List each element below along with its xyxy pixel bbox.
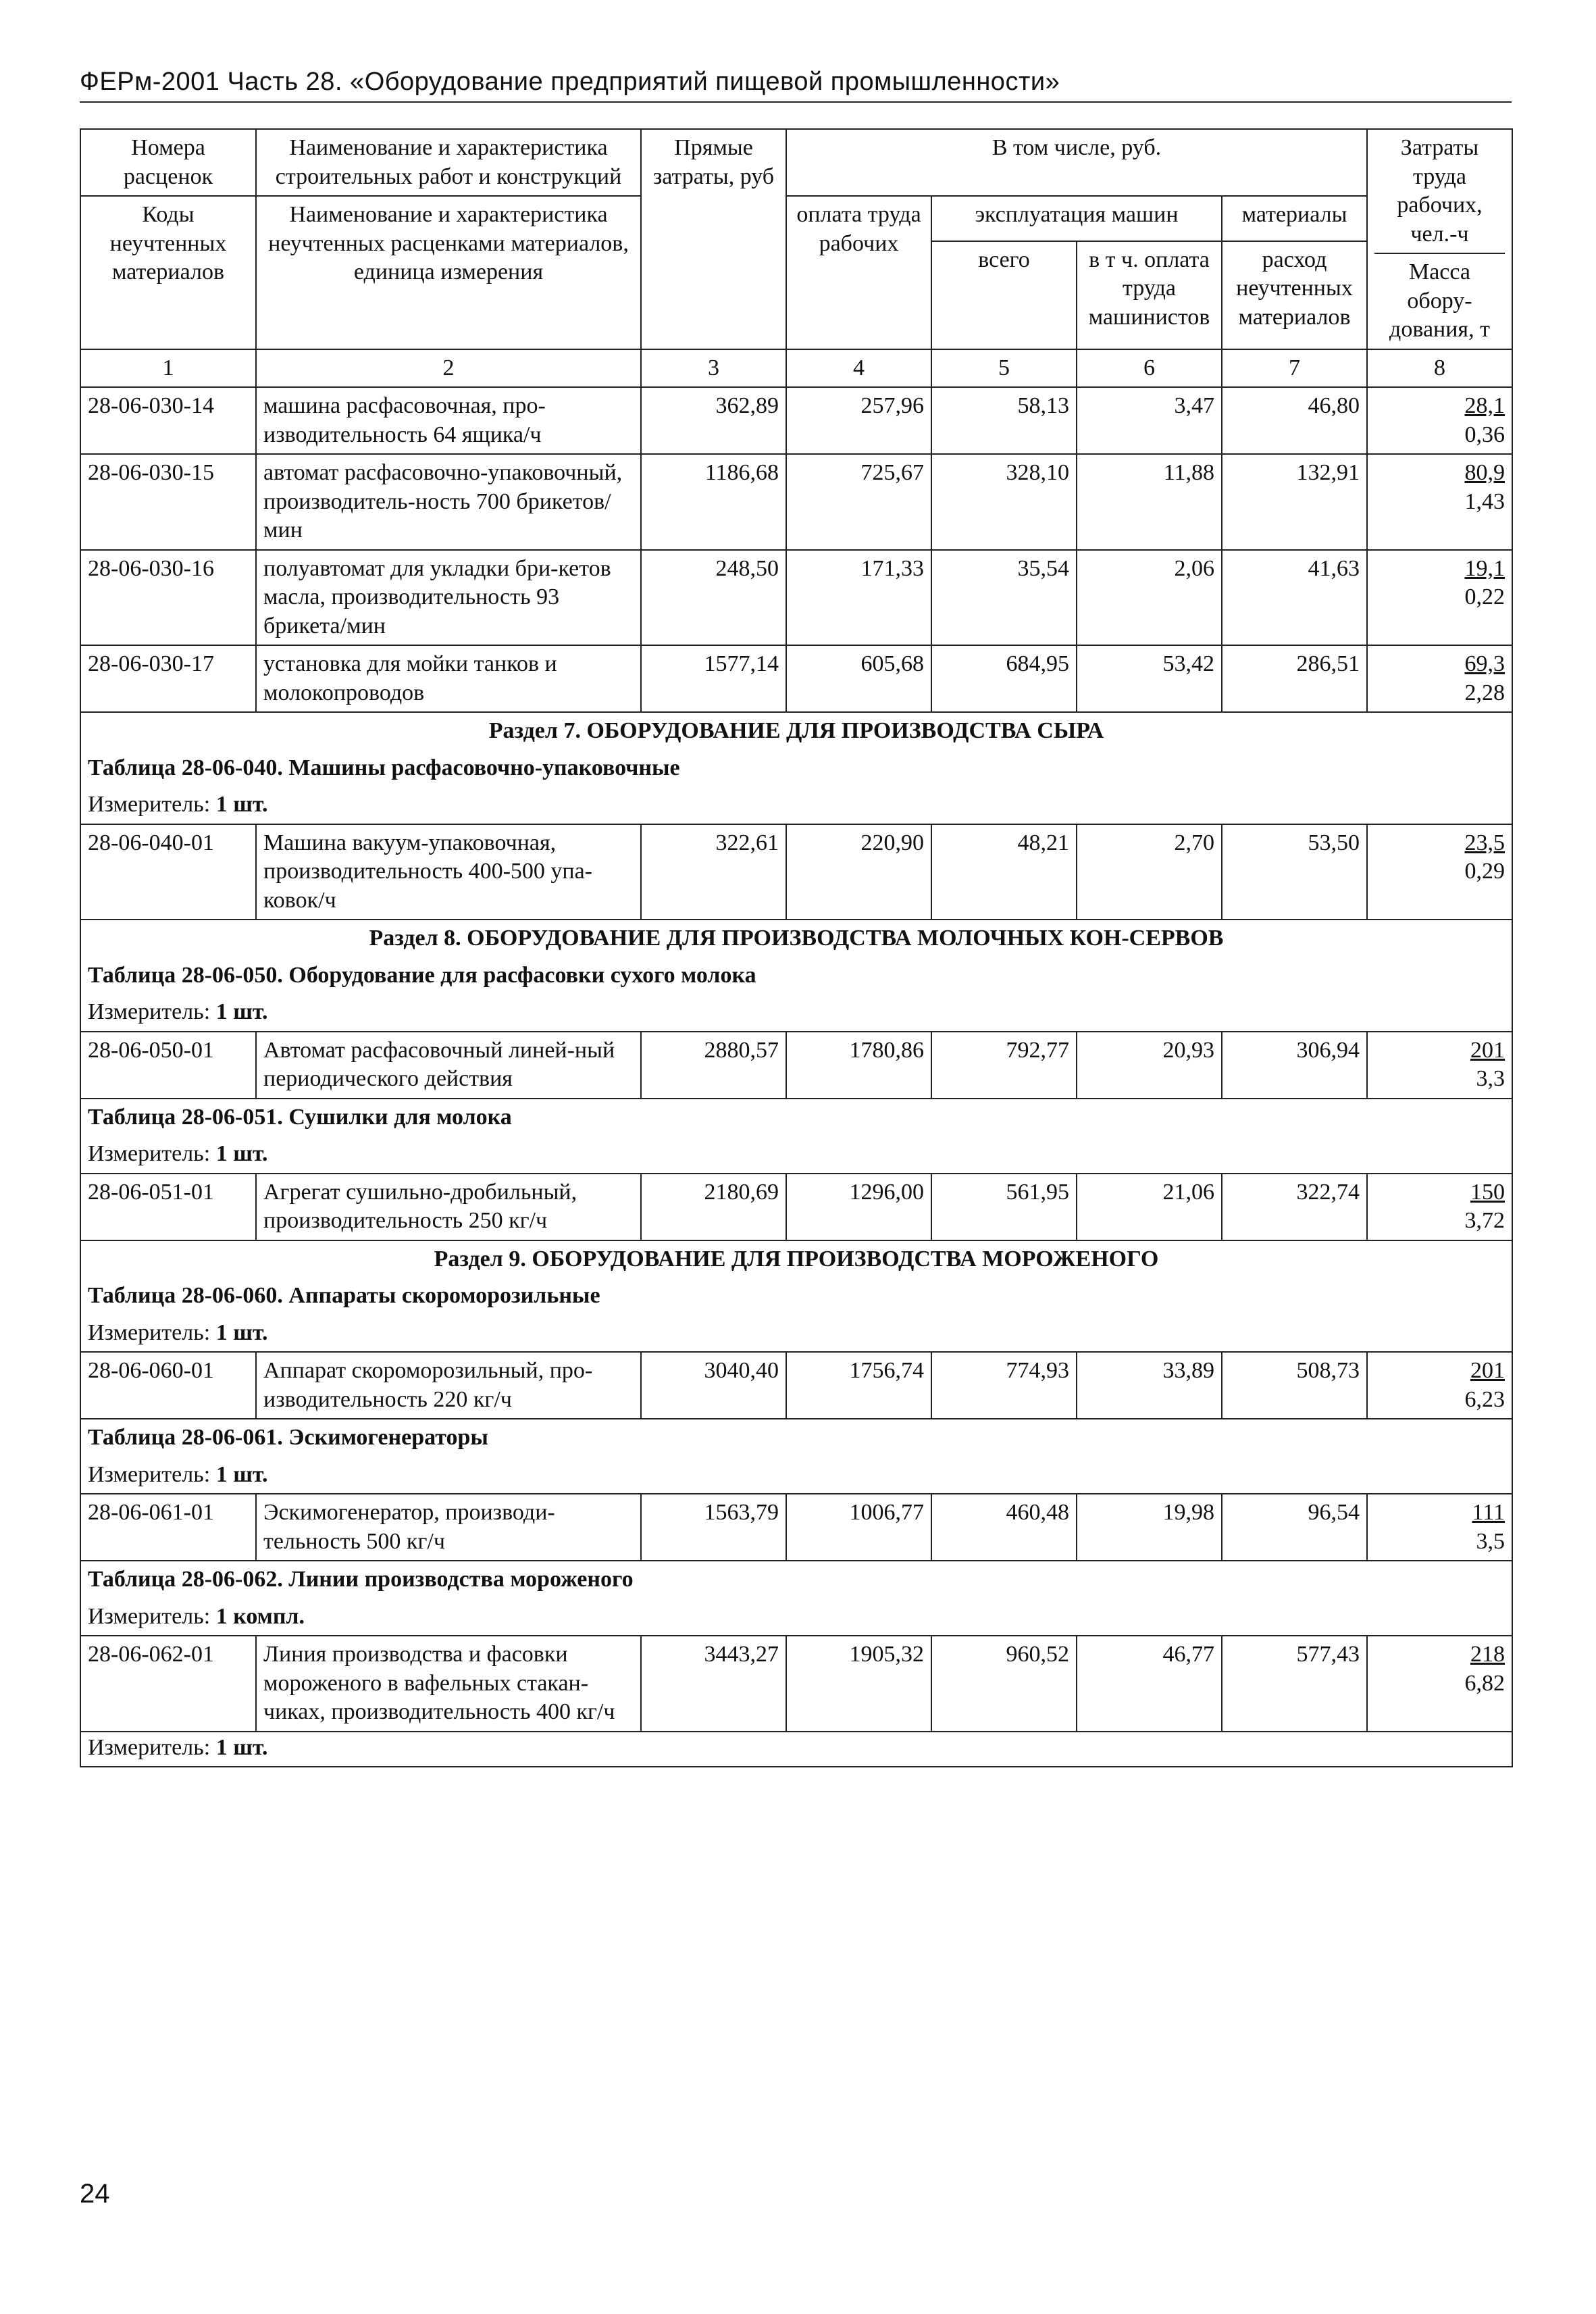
col-num: 1: [80, 349, 256, 388]
header-row-2: [80, 196, 1512, 241]
section-8-heading: Раздел 8. ОБОРУДОВАНИЕ ДЛЯ ПРОИЗВОДСТВА МОЛОЧНЫХ КОН-СЕРВОВ: [80, 920, 1512, 957]
rate-code: 28-06-030-16: [80, 550, 256, 646]
materials-cost: 96,54: [1222, 1494, 1367, 1561]
rate-name: Машина вакуум-упаковочная, производительность 400-500 упа-ковок/ч: [256, 824, 641, 920]
machine-cost: 48,21: [931, 824, 1077, 920]
unit-label: Измеритель:: [88, 792, 211, 817]
direct-cost: 2880,57: [641, 1032, 786, 1099]
labor-cost: 1905,32: [786, 1636, 931, 1732]
col-header-labor-mass: [1367, 129, 1512, 349]
unit-value: 1 шт.: [215, 792, 268, 817]
direct-cost: 1563,79: [641, 1494, 786, 1561]
rate-name: Автомат расфасовочный линей-ный периодического действия: [256, 1032, 641, 1099]
machine-cost: 561,95: [931, 1174, 1077, 1240]
machinist-cost: 3,47: [1077, 387, 1222, 454]
materials-cost: 132,91: [1222, 454, 1367, 550]
unit-label: Измеритель:: [88, 1319, 211, 1345]
materials-cost: 46,80: [1222, 387, 1367, 454]
labor-mass-cell: [1367, 1032, 1512, 1099]
labor-cost: 220,90: [786, 824, 931, 920]
labor-mass-cell: [1367, 1636, 1512, 1732]
machine-cost: 58,13: [931, 387, 1077, 454]
unit-label: Измеритель:: [88, 1141, 211, 1166]
header-row-1: [80, 129, 1512, 196]
col-header-materials: материалы: [1222, 196, 1367, 241]
rate-code: 28-06-030-17: [80, 645, 256, 712]
table-title-row: [80, 957, 1512, 995]
rate-code: 28-06-040-01: [80, 824, 256, 920]
unit-measure: [80, 1732, 1512, 1767]
col-header-group: В том числе, руб.: [786, 129, 1367, 196]
col-num: 6: [1077, 349, 1222, 388]
machinist-cost: 2,06: [1077, 550, 1222, 646]
labor-mass-cell: [1367, 1494, 1512, 1561]
table-row: [80, 1032, 1512, 1099]
equipment-mass: 0,29: [1464, 859, 1505, 884]
machinist-cost: 46,77: [1077, 1636, 1222, 1732]
equipment-mass: 0,36: [1464, 422, 1505, 447]
table-title-row: [80, 1561, 1512, 1599]
machinist-cost: 20,93: [1077, 1032, 1222, 1099]
col-header-labor-hours: Затраты труда рабочих, чел.-ч: [1374, 134, 1505, 254]
col-header-mass: Масса обору-дования, т: [1389, 259, 1490, 342]
machine-cost: 328,10: [931, 454, 1077, 550]
materials-cost: 577,43: [1222, 1636, 1367, 1732]
table-060-title: Таблица 28-06-060. Аппараты скороморозильные: [80, 1278, 1512, 1315]
table-title-row: [80, 1099, 1512, 1136]
section-heading-row: [80, 920, 1512, 957]
labor-mass-cell: [1367, 550, 1512, 646]
unit-row: [80, 786, 1512, 824]
equipment-mass: 3,3: [1476, 1066, 1505, 1091]
materials-cost: 41,63: [1222, 550, 1367, 646]
table-row: [80, 387, 1512, 454]
labor-hours: 201: [1470, 1037, 1505, 1063]
labor-hours: 218: [1470, 1642, 1505, 1667]
unit-row: [80, 1315, 1512, 1353]
section-7-heading: Раздел 7. ОБОРУДОВАНИЕ ДЛЯ ПРОИЗВОДСТВА СЫРА: [80, 712, 1512, 750]
unit-measure: [80, 1599, 1512, 1636]
table-051-title: Таблица 28-06-051. Сушилки для молока: [80, 1099, 1512, 1136]
machine-cost: 792,77: [931, 1032, 1077, 1099]
rate-code: 28-06-062-01: [80, 1636, 256, 1732]
labor-cost: 1756,74: [786, 1352, 931, 1419]
table-050-title: Таблица 28-06-050. Оборудование для расфасовки сухого молока: [80, 957, 1512, 995]
equipment-mass: 1,43: [1464, 488, 1505, 514]
direct-cost: 248,50: [641, 550, 786, 646]
labor-hours: 111: [1472, 1500, 1505, 1525]
machinist-cost: 33,89: [1077, 1352, 1222, 1419]
unit-measure: [80, 994, 1512, 1032]
rate-code: 28-06-061-01: [80, 1494, 256, 1561]
labor-cost: 1780,86: [786, 1032, 931, 1099]
unit-row: [80, 1732, 1512, 1767]
section-heading-row: [80, 712, 1512, 750]
materials-cost: 286,51: [1222, 645, 1367, 712]
machine-cost: 960,52: [931, 1636, 1077, 1732]
page-number: 24: [80, 2179, 110, 2209]
labor-mass-cell: [1367, 645, 1512, 712]
table-title-row: [80, 1419, 1512, 1457]
labor-hours: 201: [1470, 1358, 1505, 1383]
unit-value: 1 шт.: [215, 1461, 268, 1487]
labor-hours: 23,5: [1464, 830, 1505, 855]
machinist-cost: 19,98: [1077, 1494, 1222, 1561]
header-rule: [80, 101, 1512, 103]
rate-name: Эскимогенератор, производи-тельность 500 кг/ч: [256, 1494, 641, 1561]
table-row: [80, 1636, 1512, 1732]
direct-cost: 3040,40: [641, 1352, 786, 1419]
col-num: 7: [1222, 349, 1367, 388]
col-header-name: Наименование и характеристика строительных работ и конструкций: [256, 129, 641, 196]
unit-value: 1 шт.: [215, 1319, 268, 1345]
equipment-mass: 6,23: [1464, 1386, 1505, 1412]
col-header-direct: Прямые затраты, руб: [641, 129, 786, 349]
direct-cost: 3443,27: [641, 1636, 786, 1732]
equipment-mass: 2,28: [1464, 680, 1505, 705]
col-num: 3: [641, 349, 786, 388]
unit-label: Измеритель:: [88, 1603, 211, 1629]
unit-value: 1 шт.: [215, 1734, 268, 1760]
unit-value: 1 компл.: [215, 1603, 305, 1629]
direct-cost: 2180,69: [641, 1174, 786, 1240]
document-header: ФЕРм-2001 Часть 28. «Оборудование предприятий пищевой промышленности»: [80, 68, 1060, 96]
labor-hours: 19,1: [1464, 555, 1505, 581]
equipment-mass: 3,5: [1476, 1528, 1505, 1554]
labor-mass-cell: [1367, 824, 1512, 920]
rate-code: 28-06-051-01: [80, 1174, 256, 1240]
col-header-exploitation: эксплуатация машин: [931, 196, 1222, 241]
table-title-row: [80, 1278, 1512, 1315]
labor-hours: 28,1: [1464, 393, 1505, 418]
equipment-mass: 0,22: [1464, 584, 1505, 609]
labor-mass-cell: [1367, 387, 1512, 454]
unit-row: [80, 1136, 1512, 1174]
labor-cost: 605,68: [786, 645, 931, 712]
col-header-labor: оплата труда рабочих: [786, 196, 931, 349]
table-040-title: Таблица 28-06-040. Машины расфасовочно-упаковочные: [80, 750, 1512, 787]
materials-cost: 306,94: [1222, 1032, 1367, 1099]
rate-code: 28-06-030-14: [80, 387, 256, 454]
section-heading-row: [80, 1240, 1512, 1278]
table-row: [80, 1494, 1512, 1561]
unit-measure: [80, 1315, 1512, 1353]
col-num: 2: [256, 349, 641, 388]
table-062-title: Таблица 28-06-062. Линии производства мороженого: [80, 1561, 1512, 1599]
equipment-mass: 3,72: [1464, 1208, 1505, 1233]
col-header-material-name: Наименование и характеристика неучтенных расценками материалов, единица измерения: [256, 196, 641, 349]
machine-cost: 684,95: [931, 645, 1077, 712]
machinist-cost: 2,70: [1077, 824, 1222, 920]
rate-code: 28-06-050-01: [80, 1032, 256, 1099]
section-9-heading: Раздел 9. ОБОРУДОВАНИЕ ДЛЯ ПРОИЗВОДСТВА МОРОЖЕНОГО: [80, 1240, 1512, 1278]
unit-measure: [80, 1457, 1512, 1494]
labor-hours: 80,9: [1464, 460, 1505, 485]
table-title-row: [80, 750, 1512, 787]
direct-cost: 322,61: [641, 824, 786, 920]
col-num: 5: [931, 349, 1077, 388]
col-header-mat-consumption: расход неучтенных материалов: [1222, 241, 1367, 349]
table-row: [80, 1352, 1512, 1419]
direct-cost: 1577,14: [641, 645, 786, 712]
labor-cost: 257,96: [786, 387, 931, 454]
table-row: [80, 645, 1512, 712]
materials-cost: 322,74: [1222, 1174, 1367, 1240]
labor-cost: 171,33: [786, 550, 931, 646]
machinist-cost: 11,88: [1077, 454, 1222, 550]
labor-hours: 150: [1470, 1179, 1505, 1205]
rate-code: 28-06-030-15: [80, 454, 256, 550]
table-row: [80, 824, 1512, 920]
rate-name: Агрегат сушильно-дробильный, производительность 250 кг/ч: [256, 1174, 641, 1240]
machine-cost: 774,93: [931, 1352, 1077, 1419]
direct-cost: 1186,68: [641, 454, 786, 550]
machinist-cost: 21,06: [1077, 1174, 1222, 1240]
rate-name: автомат расфасовочно-упаковочный, производитель-ность 700 брикетов/мин: [256, 454, 641, 550]
machine-cost: 35,54: [931, 550, 1077, 646]
unit-label: Измеритель:: [88, 999, 211, 1024]
col-header-codes: Номера расценок: [80, 129, 256, 196]
rate-code: 28-06-060-01: [80, 1352, 256, 1419]
labor-mass-cell: [1367, 1352, 1512, 1419]
unit-row: [80, 1599, 1512, 1636]
equipment-mass: 6,82: [1464, 1670, 1505, 1696]
labor-hours: 69,3: [1464, 651, 1505, 676]
labor-mass-cell: [1367, 1174, 1512, 1240]
unit-value: 1 шт.: [215, 999, 268, 1024]
table-061-title: Таблица 28-06-061. Эскимогенераторы: [80, 1419, 1512, 1457]
unit-label: Измеритель:: [88, 1461, 211, 1487]
materials-cost: 53,50: [1222, 824, 1367, 920]
labor-mass-cell: [1367, 454, 1512, 550]
rate-name: установка для мойки танков и молокопроводов: [256, 645, 641, 712]
column-numbers-row: [80, 349, 1512, 388]
table-row: [80, 550, 1512, 646]
machine-cost: 460,48: [931, 1494, 1077, 1561]
rate-name: Линия производства и фасовки мороженого в вафельных стакан-чиках, производительность 400 кг/ч: [256, 1636, 641, 1732]
rate-name: полуавтомат для укладки бри-кетов масла, производительность 93 брикета/мин: [256, 550, 641, 646]
rate-name: Аппарат скороморозильный, про-изводительность 220 кг/ч: [256, 1352, 641, 1419]
col-header-material-codes: Коды неучтенных материалов: [80, 196, 256, 349]
col-num: 4: [786, 349, 931, 388]
col-header-mach-total: всего: [931, 241, 1077, 349]
unit-row: [80, 994, 1512, 1032]
unit-label: Измеритель:: [88, 1734, 211, 1760]
labor-cost: 1006,77: [786, 1494, 931, 1561]
table-row: [80, 454, 1512, 550]
unit-measure: [80, 786, 1512, 824]
unit-value: 1 шт.: [215, 1141, 268, 1166]
machinist-cost: 53,42: [1077, 645, 1222, 712]
unit-row: [80, 1457, 1512, 1494]
labor-cost: 1296,00: [786, 1174, 931, 1240]
materials-cost: 508,73: [1222, 1352, 1367, 1419]
table-row: [80, 1174, 1512, 1240]
unit-measure: [80, 1136, 1512, 1174]
col-num: 8: [1367, 349, 1512, 388]
labor-cost: 725,67: [786, 454, 931, 550]
pricing-table: [80, 128, 1513, 1767]
direct-cost: 362,89: [641, 387, 786, 454]
col-header-mach-labor: в т ч. оплата труда машинистов: [1077, 241, 1222, 349]
rate-name: машина расфасовочная, про-изводительность 64 ящика/ч: [256, 387, 641, 454]
